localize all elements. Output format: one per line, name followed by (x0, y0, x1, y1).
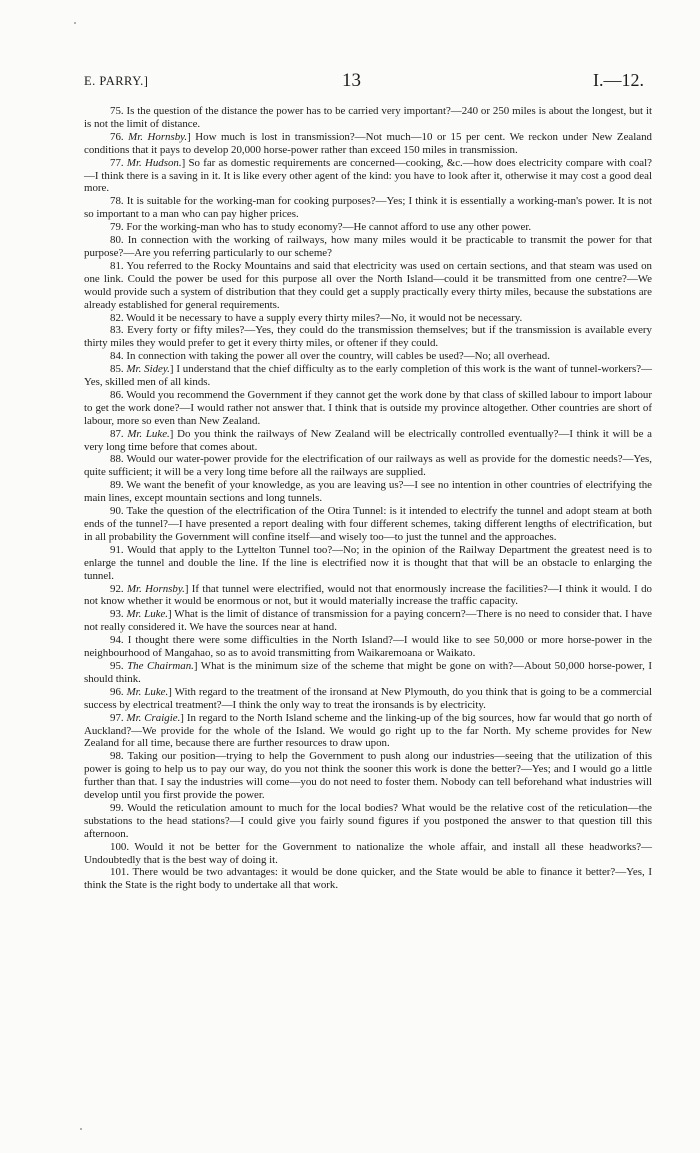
question-answer-paragraph: 98. Taking our position—trying to help the Government to push along our industries—seeing that the utilization of this power is going to help us to pay our way, do you not think the sooner this work is done the better?—Yes; and I would go a little further than that. I say the industries will come—you do not need to foster them. Nobody can tell beforehand what industries will develop until you first provide the power. (84, 750, 652, 802)
speaker-name: Mr. Luke. (127, 427, 170, 440)
scan-speck (80, 1128, 82, 1130)
question-answer-paragraph: 77. Mr. Hudson.] So far as domestic requirements are concerned—cooking, &c.—how does electricity compare with coal?—I think there is a saving in it. It is like every other agent of the kind: you have to look after it, otherwise it may cost a good deal more. (84, 156, 653, 195)
scan-speck (74, 22, 76, 24)
question-answer-paragraph: 75. Is the question of the distance the power has to be carried very important?—240 or 250 miles is about the longest, but it is not the limit of distance. (84, 105, 652, 130)
question-answer-paragraph: 99. Would the reticulation amount to much for the local bodies? What would be the relative cost of the reticulation—the substations to the head stations?—I could give you fairly sound figures if you postponed the answer to that question till this afternoon. (84, 801, 652, 840)
document-reference: I.—12. (593, 70, 644, 90)
question-answer-paragraph: 79. For the working-man who has to study economy?—He cannot afford to use any other power. (110, 221, 532, 234)
question-answer-paragraph: 78. It is suitable for the working-man for cooking purposes?—Yes; I think it is essentially a working-man's power. It is not so important to a man who can pay higher prices. (84, 195, 652, 221)
question-answer-paragraph: 86. Would you recommend the Government if they cannot get the work done by that class of skilled labour to import labour to get the work done?—I would rather not answer that. I think that is outside my province altogether. Other countries are short of labour, more so even than New Zealand. (84, 388, 652, 427)
question-answer-paragraph: 83. Every forty or fifty miles?—Yes, they could do the transmission themselves; but if the transmission is available every thirty miles they would prefer to get it every thirty miles, or oftener if they could. (84, 324, 652, 350)
question-answer-paragraph: 80. In connection with the working of railways, how many miles would it be practicable to transmit the power for that purpose?—Are you referring particularly to our scheme? (84, 234, 652, 259)
question-answer-paragraph: 81. You referred to the Rocky Mountains and said that electricity was used on certain sections, and that steam was used on one link. Could the power be used for this purpose all over the North Island—could it be transmitted from one centre?—We would provide such a system of distribution that they could get a supply practically every thirty miles, because the substations are already established for general requirements. (84, 259, 652, 311)
question-answer-paragraph: 76. Mr. Hornsby.] How much is lost in transmission?—Not much—10 or 15 per cent. We reckon under New Zealand conditions that it pays to develop 20,000 horse-power rather than exceed 150 miles in transmission. (84, 130, 653, 156)
speaker-name: Mr. Luke. (126, 608, 169, 621)
question-answer-paragraph: 96. Mr. Luke.] With regard to the treatment of the ironsand at New Plymouth, do you think that is going to be a commercial success by electrical treatment?—I think the only way to treat the ironsands is by electricity. (84, 685, 652, 711)
question-answer-paragraph: 94. I thought there were some difficulties in the North Island?—I would like to see 50,000 or more horse-power in the neighbourhood of Mangahao, so as to avoid transmitting from Waikaremoana or Waikato. (84, 634, 652, 660)
question-answer-paragraph: 84. In connection with taking the power all over the country, will cables be used?—No; all overhead. (110, 350, 550, 363)
page-body (84, 105, 652, 892)
speaker-name: Mr. Luke. (126, 685, 169, 698)
speaker-name: Mr. Hudson. (126, 156, 182, 169)
speaker-name: The Chairman. (127, 659, 194, 672)
question-answer-paragraph: 88. Would our water-power provide for the electrification of our railways as well as provide for the domestic needs?—Yes, quite sufficient; it will be a very long time before all the railways are supplied. (84, 453, 652, 479)
question-answer-paragraph: 97. Mr. Craigie.] In regard to the North Island scheme and the linking-up of the big sources, how far would that go north of Auckland?—We provide for the whole of the Island. We would go right up to the far North. My scheme provides for New Zealand for all time, because there are further resources to draw upon. (84, 711, 652, 750)
page-number: 13 (342, 70, 361, 91)
question-answer-paragraph: 89. We want the benefit of your knowledge, as you are leaving us?—I see no intention in other countries of electrifying the main lines, except mountain sections and long tunnels. (84, 479, 652, 505)
question-answer-paragraph: 100. Would it not be better for the Government to nationalize the whole affair, and install all these headworks?—Undoubtedly that is the best way of doing it. (84, 840, 652, 866)
question-answer-paragraph: 85. Mr. Sidey.] I understand that the chief difficulty as to the early completion of this work is the want of tunnel-workers?—Yes, skilled men of all kinds. (84, 363, 652, 389)
speaker-name: Mr. Sidey. (126, 363, 170, 376)
question-answer-paragraph: 101. There would be two advantages: it would be done quicker, and the State would be able to finance it better?—Yes, I think the State is the right body to undertake all that work. (84, 866, 652, 892)
question-answer-paragraph: 90. Take the question of the electrification of the Otira Tunnel: is it intended to electrify the tunnel and adopt steam at both ends of the tunnel?—I have presented a report dealing with four different schemes, taking different lengths of electrification, but in all probability the Government will confine itself—and wisely too—to just the tunnel and the approaches. (84, 505, 652, 543)
question-answer-paragraph: 95. The Chairman.] What is the minimum size of the scheme that might be gone on with?—About 50,000 horse-power, I should think. (84, 659, 652, 685)
question-answer-paragraph: 82. Would it be necessary to have a supply every thirty miles?—No, it would not be necessary. (110, 311, 523, 324)
question-answer-paragraph: 91. Would that apply to the Lyttelton Tunnel too?—No; in the opinion of the Railway Department the greatest need is to enlarge the tunnel and double the line. If the line is electrified now it is thought that that will be an obstacle to enlarging the tunnel. (84, 543, 652, 582)
speaker-name: Mr. Hornsby. (126, 582, 185, 595)
witness-name: E. PARRY.] (84, 74, 149, 88)
speaker-name: Mr. Hornsby. (128, 130, 188, 143)
question-answer-paragraph: 87. Mr. Luke.] Do you think the railways of New Zealand will be electrically controlled eventually?—I think it will be a very long time before that comes about. (84, 427, 652, 453)
page-header (84, 70, 644, 94)
speaker-name: Mr. Craigie. (126, 711, 181, 724)
question-answer-paragraph: 93. Mr. Luke.] What is the limit of distance of transmission for a paying concern?—There is no need to consider that. I have not really considered it. We have the sources near at hand. (84, 608, 652, 634)
question-answer-paragraph: 92. Mr. Hornsby.] If that tunnel were electrified, would not that enormously increase the facilities?—I think it would. I do not know whether it would be enormous or not, but it would materially increase the traffic capacity. (84, 582, 653, 608)
